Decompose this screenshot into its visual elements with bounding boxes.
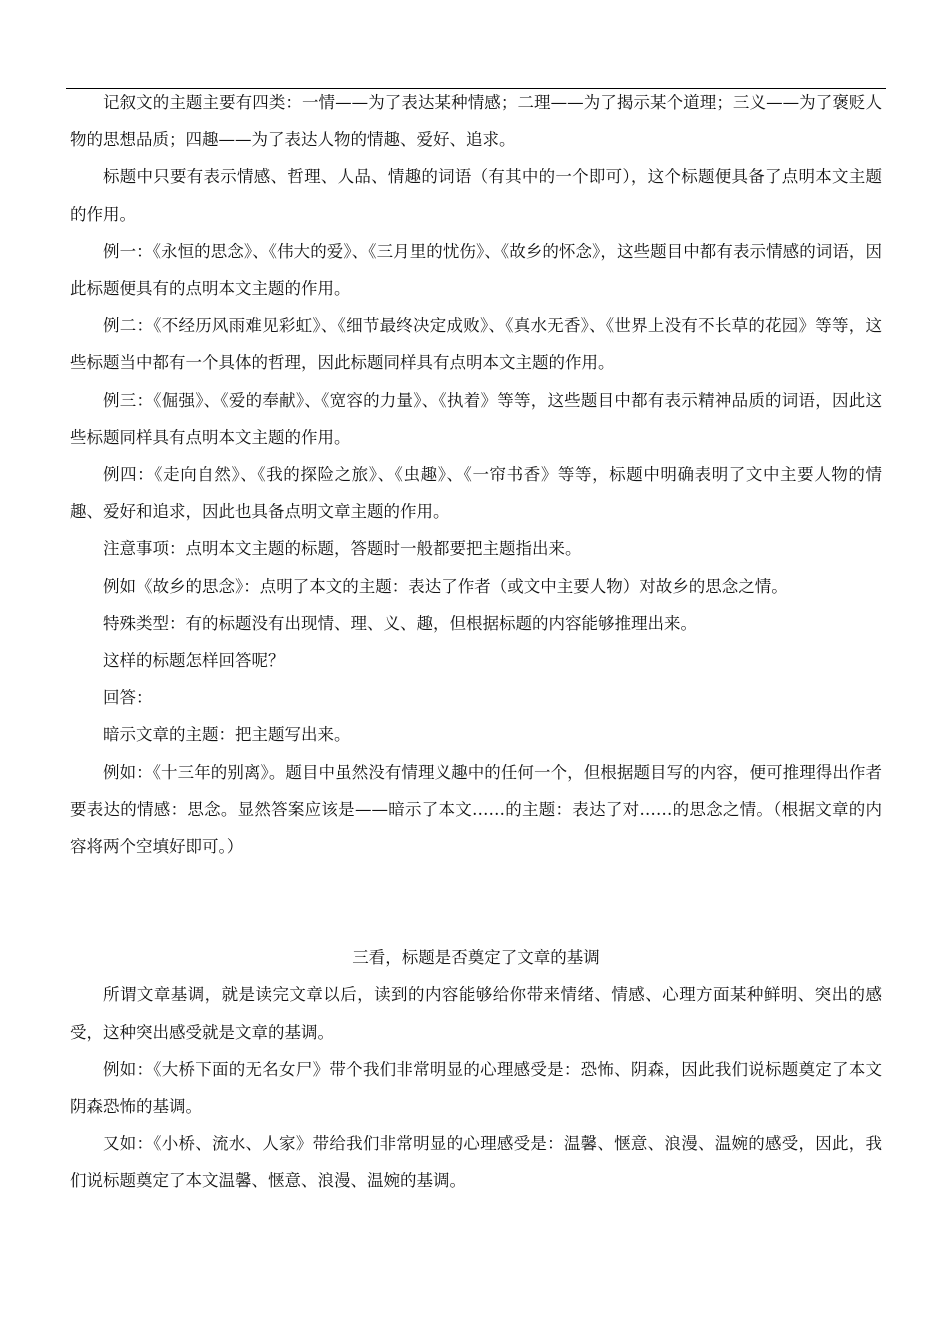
paragraph: 回答： — [103, 688, 153, 708]
paragraph: 例三：《倔强》、《爱的奉献》、《宽容的力量》、《执着》等等，这些题目中都有表示精神品质的词语，因此这些标题同样具有点明本文主题的作用。 — [70, 390, 882, 447]
paragraph: 例如《故乡的思念》：点明了本文的主题：表达了作者（或文中主要人物）对故乡的思念之情。 — [103, 576, 788, 596]
document-body — [70, 84, 882, 1200]
paragraph: 所谓文章基调，就是读完文章以后，读到的内容能够给你带来情绪、情感、心理方面某种鲜明、突出的感受，这种突出感受就是文章的基调。 — [70, 985, 882, 1042]
paragraph: 例一：《永恒的思念》、《伟大的爱》、《三月里的忧伤》、《故乡的怀念》，这些题目中都有表示情感的词语，因此标题便具有的点明本文主题的作用。 — [70, 241, 882, 299]
paragraph: 又如：《小桥、流水、人家》带给我们非常明显的心理感受是：温馨、惬意、浪漫、温婉的感受，因此，我们说标题奠定了本文温馨、惬意、浪漫、温婉的基调。 — [70, 1134, 882, 1191]
paragraph: 标题中只要有表示情感、哲理、人品、情趣的词语（有其中的一个即可），这个标题便具备了点明本文主题的作用。 — [70, 167, 882, 224]
section-spacer — [70, 865, 882, 939]
paragraph: 特殊类型：有的标题没有出现情、理、义、趣，但根据标题的内容能够推理出来。 — [103, 613, 697, 633]
paragraph: 记叙文的主题主要有四类：一情——为了表达某种情感；二理——为了揭示某个道理；三义——为了褒贬人物的思想品质；四趣——为了表达人物的情趣、爱好、追求。 — [70, 93, 882, 150]
paragraph: 暗示文章的主题：把主题写出来。 — [103, 725, 351, 745]
paragraph: 例四：《走向自然》、《我的探险之旅》、《虫趣》、《一帘书香》等等，标题中明确表明了文中主要人物的情趣、爱好和追求，因此也具备点明文章主题的作用。 — [70, 465, 882, 522]
paragraph: 注意事项：点明本文主题的标题，答题时一般都要把主题指出来。 — [103, 539, 582, 559]
section-heading: 三看，标题是否奠定了文章的基调 — [352, 948, 600, 968]
paragraph: 例如：《大桥下面的无名女尸》带个我们非常明显的心理感受是：恐怖、阴森，因此我们说标题奠定了本文阴森恐怖的基调。 — [70, 1059, 882, 1117]
paragraph: 例如：《十三年的别离》。题目中虽然没有情理义趣中的任何一个，但根据题目写的内容，便可推理得出作者要表达的情感：思念。显然答案应该是——暗示了本文……的主题：表达了对……的思念之情。（根据文章的内容将两个空填好即可。） — [70, 762, 882, 857]
paragraph: 这样的标题怎样回答呢？ — [103, 651, 285, 671]
paragraph: 例二：《不经历风雨难见彩虹》、《细节最终决定成败》、《真水无香》、《世界上没有不长草的花园》等等，这些标题当中都有一个具体的哲理，因此标题同样具有点明本文主题的作用。 — [70, 316, 882, 373]
